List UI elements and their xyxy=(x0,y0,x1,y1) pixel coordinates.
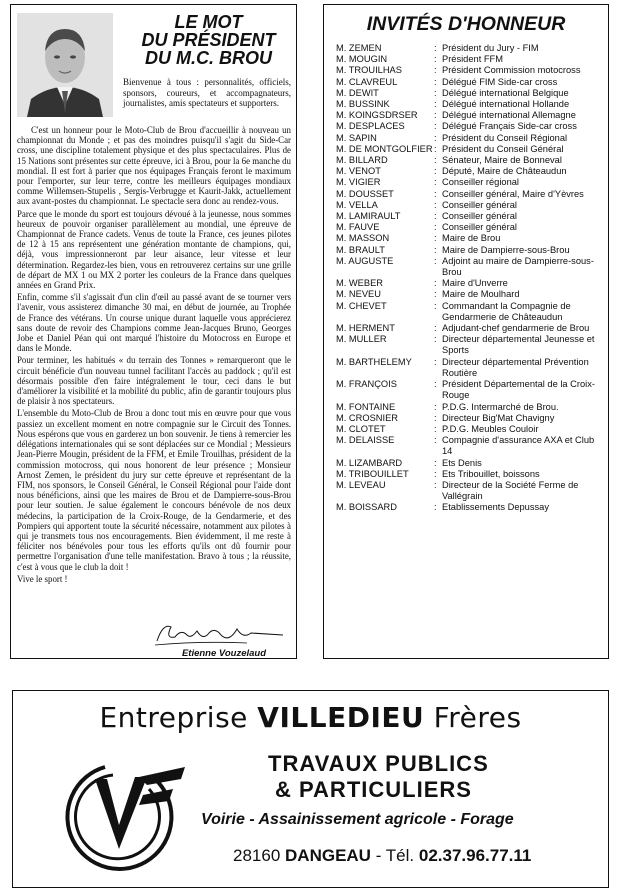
paragraph: Parce que le monde du sport est toujours dévoué à la jeunesse, nous sommes heureux de pouvoir organiser parallèlement au mondial, une épreuve de Championnat de France cadets. Venus de toute la France, ces jeunes pilotes de 12 à 15 ans représentent une génération montante de champions, qui, déjà, vous impressionneront par leur aisance, leur vitesse et leur détermination. Regardez-les bien, vous en retrouverez certains sur une grille de départ de MX 1 ou MX 2 porter les couleurs de la France dans quelques années en Grand Prix. xyxy=(17,208,291,291)
guest-row xyxy=(336,43,604,54)
guest-role: Etablissements Depussay xyxy=(442,502,549,513)
guest-separator: : xyxy=(434,54,437,65)
guest-name: M. LIZAMBARD xyxy=(336,457,403,468)
guest-row xyxy=(336,222,604,233)
paragraph: L'ensemble du Moto-Club de Brou a donc tout mis en œuvre pour que vous passiez un excellent moment en notre compagnie sur le Circuit des Tonnes. Nous espérons que vous en garderez un bon souvenir. Je tiens à remercier les délégations internationales qui se sont déplacées sur ce Mondial ; Messieurs Jean-Pierre Mougin, président de la FFM, et Emile Trouilhas, président de la commission motocross, qui nous honorent de leur présence ; Monsieur Arnost Zemen, le président du jury sur cette épreuve et représentant de la FIM, nos sponsors, le Conseil Général, le Conseil Régional pour l'aide dont nous bénéficions, ainsi que les maires de Brou et de Dampierre-sous-Brou pour leur soutien. Je salue également le concours bénévole de nos deux médecins, la participation de la Croix-Rouge, de la Gendarmerie, et des Pompiers qui apportent toute la sécurité nécessaire, notamment aux pilotes à qui je transmets tous nos encouragements. Bien évidemment, il me reste à féliciter nos bénévoles pour tous les efforts qu'ils ont dû fournir pour permettre l'organisation d'une telle manifestation. Bravo à tous ; la réussite, c'est à vous que le club la doit ! xyxy=(17,408,291,572)
guest-name: M. CLAVREUL xyxy=(336,76,398,87)
guest-name: M. FRANÇOIS xyxy=(336,379,397,390)
guest-separator: : xyxy=(434,211,437,222)
guest-row xyxy=(336,88,604,99)
guest-row xyxy=(336,256,604,278)
guest-name: M. DEWIT xyxy=(336,87,379,98)
guest-row xyxy=(336,233,604,244)
guests-title: INVITÉS D'HONNEUR xyxy=(366,13,566,35)
guest-name: M. BRAULT xyxy=(336,244,385,255)
guest-row xyxy=(336,323,604,334)
guest-row xyxy=(336,189,604,200)
guest-separator: : xyxy=(434,177,437,188)
company-logo-icon xyxy=(35,749,195,879)
guest-row xyxy=(336,77,604,88)
guest-row xyxy=(336,379,604,401)
guest-row xyxy=(336,435,604,457)
guest-row xyxy=(336,502,604,513)
guest-row xyxy=(336,54,604,65)
guest-role: Conseiller général xyxy=(442,211,517,222)
guest-name: M. LAMIRAULT xyxy=(336,211,401,222)
guest-separator: : xyxy=(434,121,437,132)
guest-name: M. MASSON xyxy=(336,233,390,244)
paragraph: Enfin, comme s'il s'agissait d'un clin d'œil au passé avant de se tourner vers l'avenir, vous assisterez dimanche 30 mai, en début de journée, au Trophée de France des vétérans. Un course unique durant laquelle vous apprécierez sans doute de revoir des Champions comme Jean-Jacques Bruno, Georges Jobe et Daniel Péan qui ont marqué l'histoire du Motocross en Europe et dans le Monde. xyxy=(17,292,291,354)
guest-row xyxy=(336,245,604,256)
guest-separator: : xyxy=(434,379,437,390)
guest-row xyxy=(336,166,604,177)
guest-separator: : xyxy=(434,155,437,166)
guest-name: M. WEBER xyxy=(336,278,384,289)
guest-separator: : xyxy=(434,166,437,177)
guest-row xyxy=(336,133,604,144)
guest-role: Président du Conseil Régional xyxy=(442,132,568,143)
guest-separator: : xyxy=(434,457,437,468)
company-suffix: Frères xyxy=(433,701,522,734)
guest-separator: : xyxy=(434,479,437,490)
guest-role: Directeur départemental Prévention Routière xyxy=(442,356,589,378)
guest-row xyxy=(336,413,604,424)
guest-name: M. DE MONTGOLFIER xyxy=(336,143,433,154)
guest-row xyxy=(336,278,604,289)
city: DANGEAU xyxy=(285,846,371,865)
guest-separator: : xyxy=(434,468,437,479)
guest-row xyxy=(336,99,604,110)
guest-name: M. VENOT xyxy=(336,166,381,177)
guests-panel xyxy=(323,4,609,659)
guest-separator: : xyxy=(434,255,437,266)
guest-role: Conseiller régional xyxy=(442,177,519,188)
guest-name: M. LEVEAU xyxy=(336,479,386,490)
guest-row xyxy=(336,458,604,469)
ad-services: Voirie - Assainissement agricole - Forage xyxy=(201,811,514,828)
guest-name: M. DELAISSE xyxy=(336,435,395,446)
guest-name: M. BUSSINK xyxy=(336,99,390,110)
advertisement xyxy=(12,690,609,888)
guest-role: Président Départemental de la Croix-Rouge xyxy=(442,379,595,401)
guest-name: M. CLOTET xyxy=(336,423,386,434)
guest-name: M. FONTAINE xyxy=(336,401,396,412)
guest-separator: : xyxy=(434,244,437,255)
guest-row xyxy=(336,144,604,155)
guest-row xyxy=(336,200,604,211)
guest-separator: : xyxy=(434,233,437,244)
guest-role: Délégué international Allemagne xyxy=(442,110,576,121)
signer-name: Etienne Vouzelaud xyxy=(181,648,267,659)
guest-name: M. HERMENT xyxy=(336,323,395,334)
guest-row xyxy=(336,402,604,413)
guest-name: M. DESPLACES xyxy=(336,121,405,132)
guest-role: P.D.G. Intermarché de Brou. xyxy=(442,401,559,412)
guest-role: Sénateur, Maire de Bonneval xyxy=(442,155,562,166)
guest-separator: : xyxy=(434,87,437,98)
paragraph: C'est un honneur pour le Moto-Club de Brou d'accueillir à nouveau un championnat du Monde ; et pas des moindres puisqu'il s'agit du Side-Car cross, une discipline totalement physique et des plus spectaculaires. Plus de 15 Nations sont présentes sur cette épreuve, ici à Brou, pour la 6e manche du mondial. Il est fort à parier que nos équipages Français feront le maximum pour l'emporter, sur leur terre, contre les meilleurs équipages mondiaux comme Willemsen-Stupelis , Sergis-Verbrugge et Kaurit-Jakk, actuellement aux avant-postes du championnat. Le spectacle sera donc au rendez-vous. xyxy=(17,125,291,207)
guest-role: Conseiller général xyxy=(442,199,517,210)
guest-row xyxy=(336,289,604,300)
guest-role: Maire de Brou xyxy=(442,233,501,244)
guest-row xyxy=(336,65,604,76)
guest-role: Conseiller général, Maire d'Yèvres xyxy=(442,188,584,199)
guest-separator: : xyxy=(434,222,437,233)
guest-row xyxy=(336,121,604,132)
guest-name: M. VELLA xyxy=(336,199,378,210)
guest-separator: : xyxy=(434,412,437,423)
guest-separator: : xyxy=(434,435,437,446)
phone-number: 02.37.96.77.11 xyxy=(418,846,532,865)
guest-name: M. KOINGSDRSER xyxy=(336,110,418,121)
guest-separator: : xyxy=(434,65,437,76)
guest-name: M. AUGUSTE xyxy=(336,255,394,266)
guest-role: Maire de Moulhard xyxy=(442,289,520,300)
guest-name: M. MULLER xyxy=(336,334,387,345)
guest-role: Délégué international Belgique xyxy=(442,87,569,98)
guest-separator: : xyxy=(434,188,437,199)
guest-name: M. BARTHELEMY xyxy=(336,356,412,367)
guest-row xyxy=(336,211,604,222)
ad-headline-2: & PARTICULIERS xyxy=(275,777,472,802)
guest-role: Commandant la Compagnie de Gendarmerie de Châteaudun xyxy=(442,300,571,322)
guest-name: M. FAUVE xyxy=(336,222,380,233)
guest-name: M. DOUSSET xyxy=(336,188,394,199)
welcome-intro: Bienvenue à tous : personnalités, officiels, sponsors, coureurs, et accompagnateurs, journalistes, amis spectateurs et supporters. xyxy=(123,77,291,108)
guest-separator: : xyxy=(434,110,437,121)
guest-row xyxy=(336,110,604,121)
guest-separator: : xyxy=(434,278,437,289)
guest-name: M. TROUILHAS xyxy=(336,65,402,76)
guest-name: M. TRIBOUILLET xyxy=(336,468,409,479)
ad-headline-1: TRAVAUX PUBLICS xyxy=(268,751,489,776)
guest-role: Ets Denis xyxy=(442,457,482,468)
president-portrait xyxy=(17,13,113,117)
guest-row xyxy=(336,177,604,188)
paragraph: Vive le sport ! xyxy=(17,573,68,584)
guest-role: Compagnie d'assurance AXA et Club 14 xyxy=(442,435,595,457)
guest-row xyxy=(336,334,604,356)
guest-separator: : xyxy=(434,199,437,210)
company-name xyxy=(13,701,608,734)
guest-role: P.D.G. Meubles Couloir xyxy=(442,423,539,434)
president-message-body xyxy=(17,125,291,586)
guest-role: Maire d'Unverre xyxy=(442,278,508,289)
guest-role: Délégué international Hollande xyxy=(442,99,570,110)
guest-separator: : xyxy=(434,356,437,367)
guest-name: M. CHEVET xyxy=(336,300,387,311)
president-message-panel xyxy=(10,4,297,659)
guest-role: Président FFM xyxy=(442,54,503,65)
guest-name: M. BOISSARD xyxy=(336,502,397,513)
guest-separator: : xyxy=(434,401,437,412)
guest-separator: : xyxy=(434,334,437,345)
guest-separator: : xyxy=(434,99,437,110)
guest-role: Directeur de la Société Ferme de Vallégrain xyxy=(442,479,579,502)
guest-separator: : xyxy=(434,323,437,334)
guest-role: Délégué FIM Side-car cross xyxy=(442,76,558,87)
guest-separator: : xyxy=(434,300,437,311)
guest-role: Adjudant-chef gendarmerie de Brou xyxy=(442,323,590,334)
guest-name: M. MOUGIN xyxy=(336,54,388,65)
guest-role: Directeur Big'Mat Chavigny xyxy=(442,412,555,423)
phone-prefix: - Tél. xyxy=(375,846,415,865)
guest-role: Adjoint au maire de Dampierre-sous-Brou xyxy=(442,255,594,278)
guest-name: M. CROSNIER xyxy=(336,412,398,423)
guest-role: Président du Conseil Général xyxy=(442,143,564,154)
guest-separator: : xyxy=(434,43,437,53)
guest-name: M. NEVEU xyxy=(336,289,381,300)
president-title: LE MOT DU PRÉSIDENT DU M.C. BROU xyxy=(141,12,276,68)
guest-row xyxy=(336,469,604,480)
guest-separator: : xyxy=(434,143,437,154)
guest-role: Délégué Français Side-car cross xyxy=(442,121,577,132)
guest-role: Président du Jury - FIM xyxy=(442,43,539,53)
guest-role: Président Commission motocross xyxy=(442,65,581,76)
guest-role: Député, Maire de Châteaudun xyxy=(442,166,567,177)
postcode: 28160 xyxy=(233,846,281,865)
guest-role: Maire de Dampierre-sous-Brou xyxy=(442,244,570,255)
guest-name: M. SAPIN xyxy=(336,132,377,143)
guest-separator: : xyxy=(434,132,437,143)
guest-role: Conseiller général xyxy=(442,222,517,233)
guest-row xyxy=(336,480,604,502)
guest-row xyxy=(336,424,604,435)
guest-role: Ets Tribouillet, boissons xyxy=(442,468,540,479)
guest-name: M. BILLARD xyxy=(336,155,388,166)
paragraph: Pour terminer, les habitués « du terrain des Tonnes » remarqueront que le circuit bénéficie d'un nouveau tunnel facilitant l'accès au paddock ; qu'il est désormais possible d'en faire intégralement le tour, ceci dans le but d'améliorer la visibilité et la mobilité du public, afin de garantir toujours plus de plaisir à nos spectateurs. xyxy=(17,355,291,407)
guest-separator: : xyxy=(434,502,437,513)
guest-name: M. VIGIER xyxy=(336,177,381,188)
guest-name: M. ZEMEN xyxy=(336,43,382,53)
guest-row xyxy=(336,301,604,323)
guest-separator: : xyxy=(434,289,437,300)
guest-separator: : xyxy=(434,423,437,434)
guest-row xyxy=(336,357,604,379)
guest-role: Directeur départemental Jeunesse et Sports xyxy=(442,334,595,356)
guest-list xyxy=(336,43,604,514)
company-main-name: VILLEDIEU xyxy=(257,701,425,734)
guest-row xyxy=(336,155,604,166)
ad-contact xyxy=(233,846,531,866)
company-prefix: Entreprise xyxy=(99,701,248,734)
guest-separator: : xyxy=(434,76,437,87)
